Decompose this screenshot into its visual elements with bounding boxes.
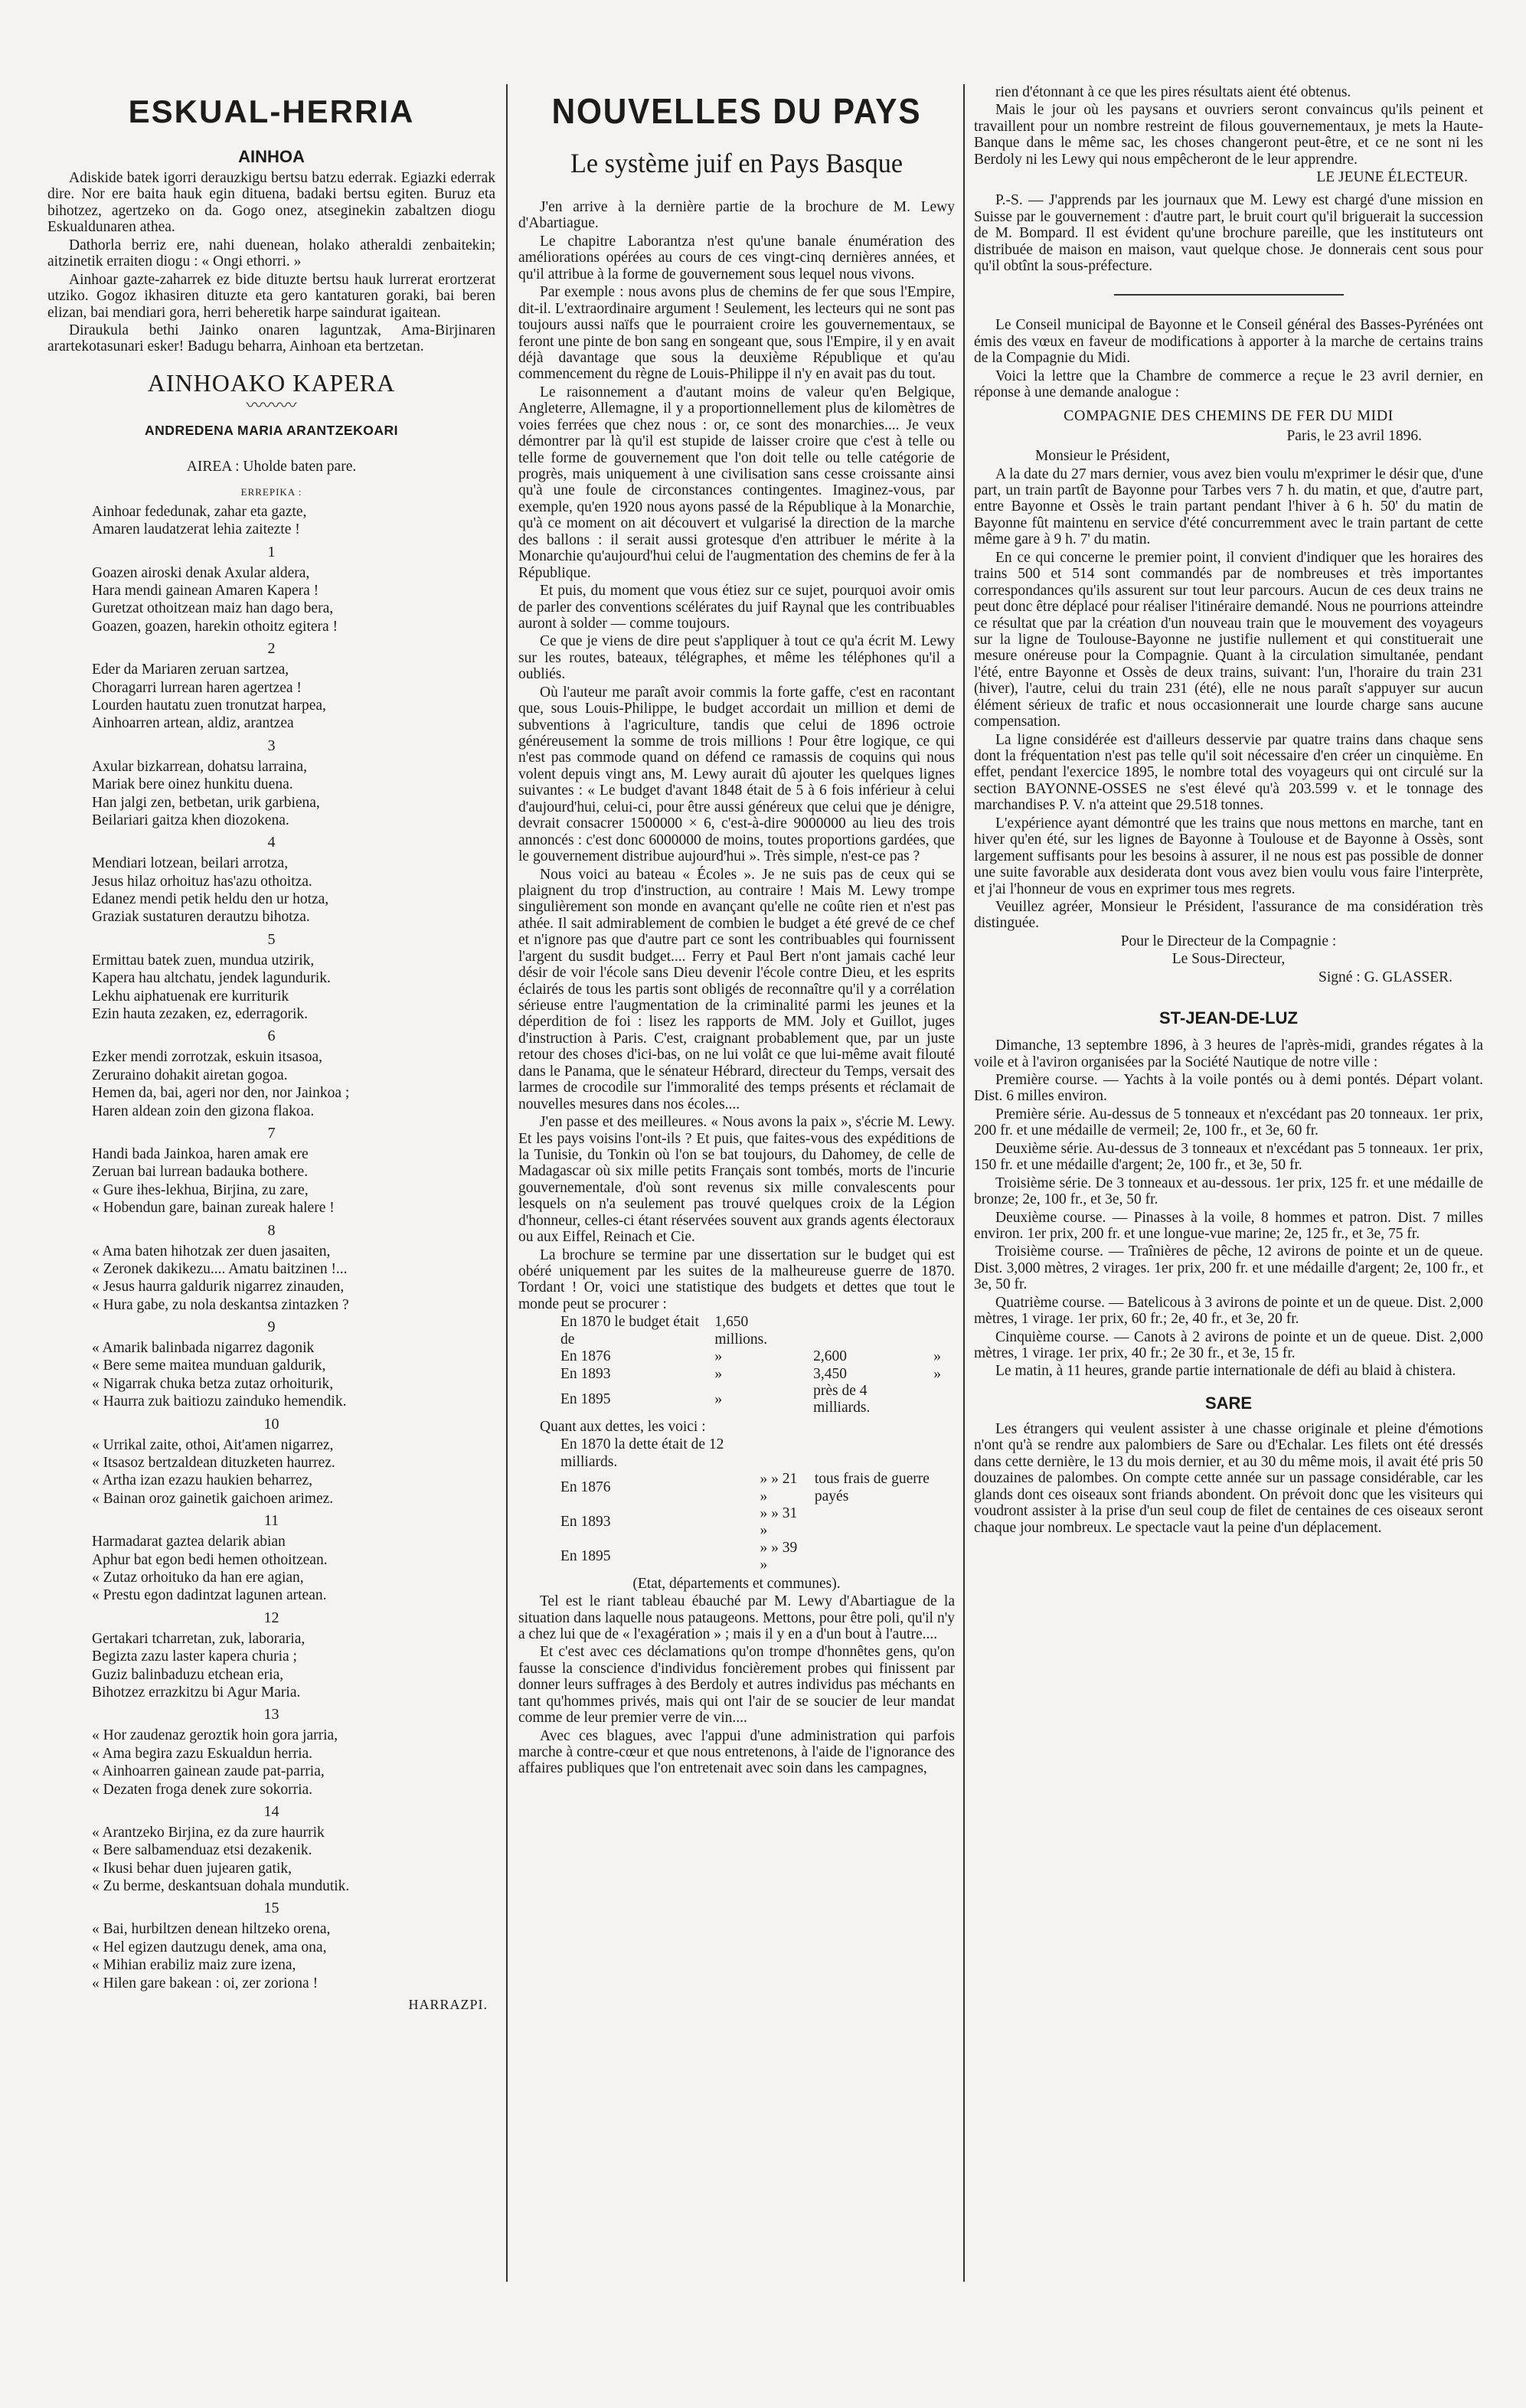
verse-line: « Zutaz orhoituko da han ere agian, xyxy=(92,1570,304,1586)
verse-line: « Amarik balinbada nigarrez dagonik xyxy=(92,1340,315,1357)
dette-table xyxy=(560,1436,955,1573)
stanza-number: 14 xyxy=(263,1802,279,1820)
poem-stanzas xyxy=(47,544,495,1992)
table-cell: » » 21 » xyxy=(760,1471,798,1505)
stanza xyxy=(47,1339,495,1411)
verse-line: Goazen, goazen, harekin othoitz egitera ! xyxy=(92,618,338,635)
article-paragraph: Où l'auteur me paraît avoir commis la forte gaffe, c'est en racontant que, sous Louis-Philippe, le budget accordait un million et demi de subventions à l'agriculture, tandis que celui de 1896 octroie généreusement la somme de trois millions ! Pour être logique, ce qui n'est pas commode quand on défend ce ramassis de coquins qui nous volent depuis vingt ans, M. Lewy aurait dû ajouter les quelques lignes suivantes : « Le budget d'avant 1848 était de 5 à 6 fois inférieur à celui d'aujourd'hui, celui-ci, pour être aussi généreux que celui que je dénigre, devrait consacrer 1500000 × 6, c'est-à-dire 9000000 au lieu des trois annoncés : c'est donc 6000000 de moins, toutes proportions gardées, que le gouvernement distribue aujourd'hui ». Très simple, n'est-ce pas ? xyxy=(518,684,955,865)
article-paragraph: Nous voici au bateau « Écoles ». Je ne suis pas de ceux qui se plaignent du trop d'instruction, au contraire ! Mais M. Lewy trompe singulièrement son monde en avançant qu'elle ne coûte rien et n'est pas athée. Il sait admirablement de combien le budget a été grevé de ce chef et n'ignore pas que d'autre part ce sont les contribuables qui fournissent l'argent du susdit budget.... Ferry et Paul Bert n'ont jamais caché leur désir de voir l'école sans Dieu devenir l'école contre Dieu, et les esprits éclairés de tous les partis sont obligés de reconnaître qu'il y a corrélation sérieuse entre l'augmentation de la criminalité parmi les jeunes et la déperdition de foi : lisez les rapports de MM. Joly et Guillot, juges d'instruction à Paris. C'est, craignant probablement que, par un juste retour des choses d'ici-bas, on ne lui volât ce que lui-même avait filouté dans le Panama, que le sénateur Hébrard, directeur du Temps, versait des larmes de crocodile sur l'immoralité des temps présents et réclamait de nouvelles mesures dans nos écoles.... xyxy=(518,866,955,1113)
letter-dateline: Paris, le 23 avril 1896. xyxy=(1286,427,1422,444)
table-cell: 1,650 millions. xyxy=(714,1314,768,1348)
stanza-number: 15 xyxy=(263,1900,279,1917)
stanza-number: 2 xyxy=(267,640,276,658)
stanza xyxy=(47,1436,495,1508)
table-row xyxy=(560,1383,955,1417)
table-cell: » xyxy=(714,1365,723,1382)
table-cell: 3,450 xyxy=(813,1365,848,1382)
verse-line: Lekhu aiphatuenak ere kurriturik xyxy=(92,988,289,1005)
article-paragraph: La brochure se termine par une dissertation sur le budget qui est obéré uniquement par les suites de la malheureuse guerre de 1870. Tordant ! Or, voici une statistique des budgets et dettes que tout le monde peut se procurer : xyxy=(518,1246,955,1312)
table-cell: » xyxy=(714,1348,723,1365)
verse-line: « Ama begira zazu Eskualdun herria. xyxy=(92,1745,313,1762)
letter-paragraph: Veuillez agréer, Monsieur le Président, l'assurance de ma considération très distinguée. xyxy=(974,898,1483,932)
verse-line: Haren aldean zoin den gizona flakoa. xyxy=(92,1103,315,1119)
jeune-electeur-signature: LE JEUNE ÉLECTEUR. xyxy=(1316,169,1468,186)
table-cell: En 1876 xyxy=(560,1479,611,1496)
verse-line: Hemen da, bai, ageri nor den, nor Jainkoa ; xyxy=(92,1085,350,1102)
verse-line: Ainhoar fededunak, zahar eta gazte, xyxy=(92,503,307,520)
article-paragraph: rien d'étonnant à ce que les pires résultats aient été obtenus. xyxy=(995,84,1351,100)
sare-paragraph: Les étrangers qui veulent assister à une chasse originale et pleine d'émotions n'ont qu'à se rendre aux palombiers de Sare ou d'Echalar. Les filets ont été dressés dans cette dernière, le 13 du mois dernier, et au 30 du même mois, il avait été pris 50 douzaines de palombes. On compte cette année sur un passage considérable, car les glands dont ces oiseaux sont friands abondent. On prévoit donc que les visiteurs qui voudront assister à la prise d'un seul coup de filet de centaines de ces oiseaux seront chaque jour nombreux. Le spectacle vaut la peine d'un déplacement. xyxy=(974,1420,1483,1536)
stanza xyxy=(47,758,495,830)
post-scriptum: P.-S. — J'apprends par les journaux que M. Lewy est chargé d'une mission en Suisse par le gouvernement : d'autre part, le bruit court qu'il briguerait la succession de M. Bompard. Il est évident qu'une brochure pareille, que les instituteurs ont distribuée de maison en maison, vaut quelque chose. Je donnerais cent sous pour qu'il obtînt la sous-préfecture. xyxy=(974,192,1483,274)
regatta-paragraph: Troisième course. — Traînières de pêche, 12 avirons de pointe et un de queue. Dist. 3,000 mètres, 2 virages. 1er prix, 200 fr. et une médaille d'argent; 2e, 100 fr., et 3e, 50 fr. xyxy=(974,1243,1483,1293)
verse-line: Han jalgi zen, betbetan, urik garbiena, xyxy=(92,794,320,811)
column-right xyxy=(974,84,1483,1537)
verse-line: « Bai, hurbiltzen denean hiltzeko orena, xyxy=(92,1921,331,1938)
verse-line: Mendiari lotzean, beilari arrotza, xyxy=(92,855,289,872)
verse-line: « Urrikal zaite, othoi, Ait'amen nigarrez, xyxy=(92,1436,334,1453)
verse-line: Axular bizkarrean, dohatsu larraina, xyxy=(92,758,307,775)
stanza xyxy=(47,854,495,926)
verse-line: Eder da Mariaren zeruan sartzea, xyxy=(92,662,289,678)
ainhoa-paragraph: Dathorla berriz ere, nahi duenean, holako atheraldi zenbaitekin; aitzinetik erraiten diogu : « Ongi ethorri. » xyxy=(47,237,495,270)
letter-paragraph: La ligne considérée est d'ailleurs desservie par quatre trains dans chaque sens dont la fréquentation n'est pas telle qu'il soit nécessaire d'en créer un cinquième. En effet, pendant l'exercice 1895, le nombre total des voyageurs qui ont circulé sur la section BAYONNE-OSSES ne s'est élevé qu'à 203.599 v. et le tonnage des marchandises P. V. n'a atteint que 29.518 tonnes. xyxy=(974,731,1483,814)
verse-line: « Arantzeko Birjina, ez da zure haurrik xyxy=(92,1824,325,1841)
signature-line: Pour le Directeur de la Compagnie : xyxy=(1120,933,1337,949)
table-cell: » » 31 » xyxy=(760,1505,798,1539)
verse-line: « Prestu egon dadintzat lagunen artean. xyxy=(92,1587,327,1604)
stanza xyxy=(47,952,495,1024)
ainhoa-paragraph: Ainhoar gazte-zaharrek ez bide dituzte bertsu hauk lurrerat erortzerat utziko. Gogoz ikhasiren dituzte eta gero kantaturen goraki, bai beren elizan, bai mendiari gora, herri beheretik harpe saindurat igaitean. xyxy=(47,271,495,321)
conseil-paragraph: Le Conseil municipal de Bayonne et le Conseil général des Basses-Pyrénées ont émis des vœux en faveur de modifications à apporter à la marche de certains trains de la Compagnie du Midi. xyxy=(974,317,1483,367)
verse-line: Guretzat othoitzean maiz han dago bera, xyxy=(92,600,334,617)
verse-line: Handi bada Jainkoa, haren amak ere xyxy=(92,1145,309,1162)
article-title: Le système juif en Pays Basque xyxy=(570,148,904,178)
letter-paragraph: L'expérience ayant démontré que les trains que nous mettons en marche, tant en hiver qu'en été, sur les lignes de Bayonne à Toulouse et de Bayonne à Ossès, sont largement suffisants pour les besoins à assurer, il ne nous est pas possible de donner une suite favorable aux desiderata dont vous avez bien voulu vous faire l'interprète, et j'ai l'honneur de vous en exprimer tous mes regrets. xyxy=(974,815,1483,897)
stanza-number: 5 xyxy=(267,930,276,948)
ainhoa-paragraph: Diraukula bethi Jainko onaren laguntzak, Ama-Birjinaren arartekotasunari esker! Badugu beharra, Ainhoan eta bertzetan. xyxy=(47,322,495,355)
verse-line: « Zu berme, deskantsuan dohala mundutik. xyxy=(92,1878,350,1895)
article-paragraph: Et c'est avec ces déclamations qu'on trompe d'honnêtes gens, qu'on fausse la conscience d'individus foncièrement probes qui finissent par donner leurs suffrages à des Berdoly et autres individus pas méchants en tant qu'hommes privés, mais qui ont l'air de se soucier de leur mandat comme de leur premier verre de vin.... xyxy=(518,1644,955,1727)
airea-line: AIREA : Uholde baten pare. xyxy=(186,458,357,475)
table-row xyxy=(560,1471,955,1505)
verse-line: « Ama baten hihotzak zer duen jasaiten, xyxy=(92,1243,331,1260)
verse-line: « Ainhoarren gainean zaude pat-parria, xyxy=(92,1763,325,1780)
regatta-paragraph: Deuxième série. Au-dessus de 3 tonneaux et n'excédant pas 5 tonneaux. 1er prix, 150 fr. et une médaille d'argent; 2e, 100 fr., et 3e, 50 fr. xyxy=(974,1140,1483,1174)
regatta-paragraph: Cinquième course. — Canots à 2 avirons de pointe et un de queue. Dist. 2,000 mètres, 1 virage. 1er prix, 40 fr.; 2e 30 fr., et 3e, 15 fr. xyxy=(974,1328,1483,1361)
table-cell: » xyxy=(933,1348,941,1365)
errepika-label: ERREPIKA : xyxy=(240,485,302,498)
wavy-divider: 〰〰〰 xyxy=(246,395,297,415)
verse-line: Jesus hilaz orhoituz has'azu othoitza. xyxy=(92,873,312,890)
article-paragraph: Le chapitre Laborantza n'est qu'une banale énumération des améliorations opérées au cours de ces vingt-cinq dernières années, et qu'il attribue à la forme de gouvernement sous lequel nous vivons. xyxy=(518,233,955,283)
signature-line: Le Sous-Directeur, xyxy=(1171,951,1286,968)
table-row xyxy=(560,1540,955,1574)
verse-line: Zeruan bai lurrean badauka bothere. xyxy=(92,1164,309,1181)
table-cell xyxy=(815,1540,955,1574)
table-cell: » » 39 » xyxy=(760,1539,798,1573)
table-cell: En 1895 xyxy=(560,1548,611,1565)
article-paragraph: J'en arrive à la dernière partie de la brochure de M. Lewy d'Abartiague. xyxy=(518,199,955,232)
table-cell xyxy=(813,1314,933,1348)
column-rule-right xyxy=(963,84,965,2282)
sare-article xyxy=(974,1421,1483,1536)
stanza-number: 4 xyxy=(267,834,276,851)
table-cell: En 1870 le budget était de xyxy=(560,1314,699,1348)
stanza xyxy=(47,1630,495,1702)
dettes-note: (Etat, départements et communes). xyxy=(632,1575,841,1592)
table-cell: En 1893 xyxy=(560,1514,611,1531)
article-paragraph: Par exemple : nous avons plus de chemins de fer que sous l'Empire, dit-il. L'extraordinaire argument ! Seulement, les lecteurs qui ne sont pas toujours aussi naïfs que le pourraient croire les gouvernementaux, se feront une pinte de bon sang en songeant que, sous l'Empire, il y en avait déjà davantage que sous la deuxième République et qu'au commencement du règne de Louis-Philippe il n'y en avait pas du tout. xyxy=(518,284,955,383)
masthead-nouvelles-du-pays: NOUVELLES DU PAYS xyxy=(551,91,922,131)
verse-line: « Bere seme maitea munduan galdurik, xyxy=(92,1358,326,1374)
verse-line: « Dezaten froga denek zure sokorria. xyxy=(92,1781,313,1798)
regatta-paragraph: Première course. — Yachts à la voile pontés ou à demi pontés. Départ volant. Dist. 6 milles environ. xyxy=(974,1072,1483,1105)
verse-line: « Bainan oroz gainetik gaichoen arimez. xyxy=(92,1490,334,1507)
st-jean-article xyxy=(974,1037,1483,1380)
verse-line: « Zeronek dakikezu.... Amatu baitzinen !... xyxy=(92,1260,348,1277)
verse-line: « Gure ihes-lekhua, Birjina, zu zare, xyxy=(92,1181,309,1198)
verse-line: Gertakari tcharretan, zuk, laboraria, xyxy=(92,1630,306,1647)
verse-line: Hara mendi gainean Amaren Kapera ! xyxy=(92,582,319,599)
verse-line: « Bere salbamenduaz etsi dezakenik. xyxy=(92,1842,312,1859)
verse-line: Guziz balinbaduzu etchean eria, xyxy=(92,1666,284,1683)
article-body-end xyxy=(518,1593,955,1777)
verse-line: Goazen airoski denak Axular aldera, xyxy=(92,564,310,581)
stanza-number: 3 xyxy=(267,737,276,754)
table-cell: En 1870 la dette était de 12 milliards. xyxy=(560,1436,724,1470)
conseil-paragraphs xyxy=(974,317,1483,400)
table-row xyxy=(560,1348,955,1365)
column-middle xyxy=(518,84,955,1779)
article-paragraph: Avec ces blagues, avec l'appui d'une administration qui parfois marche à contre-cœur et que nous entretenons, à l'aide de l'ignorance des affaires publiques que l'on entretenait avec soin dans les campagnes, xyxy=(518,1727,955,1777)
verse-line: Edanez mendi petik heldu den ur hotza, xyxy=(92,891,329,908)
verse-line: « Itsasoz bertzaldean dituzketen haurrez. xyxy=(92,1455,335,1472)
table-cell xyxy=(760,1436,815,1471)
stanza-number: 12 xyxy=(263,1609,279,1626)
heading-st-jean-de-luz: ST-JEAN-DE-LUZ xyxy=(1159,1008,1298,1028)
verse-line: Aphur bat egon bedi hemen othoitzean. xyxy=(92,1551,328,1568)
budget-table xyxy=(560,1314,955,1417)
verse-line: Ermittau batek zuen, mundua utzirik, xyxy=(92,952,315,969)
verse-line: « Hura gabe, zu nola deskantsa zintazken ? xyxy=(92,1296,349,1313)
regatta-paragraph: Troisième série. De 3 tonneaux et au-dessous. 1er prix, 125 fr. et une médaille de bronze; 2e, 100 fr., et 3e, 50 fr. xyxy=(974,1175,1483,1208)
verse-line: Ezker mendi zorrotzak, eskuin itsasoa, xyxy=(92,1049,323,1066)
stanza xyxy=(47,1145,495,1217)
heading-sare: SARE xyxy=(1204,1393,1253,1413)
ainhoa-paragraph: Adiskide batek igorri derauzkigu bertsu batzu ederrak. Egiazki ederrak dire. Nor ere baita hauk egin dituena, badaki bertsu egiten. Buruz eta bihotzez, agertzeko on da. Gogo onez, atseginekin zabaltzen diogu Eskualdunaren athea. xyxy=(47,170,495,236)
table-cell: 2,600 xyxy=(813,1348,848,1365)
table-cell xyxy=(933,1383,955,1417)
regatta-paragraph: Première série. Au-dessus de 5 tonneaux et n'excédant pas 20 tonneaux. 1er prix, 200 fr. et une médaille de vermeil; 2e, 100 fr., et 3e, 60 fr. xyxy=(974,1106,1483,1139)
regatta-paragraph: Le matin, à 11 heures, grande partie internationale de défi au blaid à chistera. xyxy=(995,1363,1456,1380)
verse-line: Zeruraino dohakit airetan gogoa. xyxy=(92,1067,288,1083)
table-row xyxy=(560,1366,955,1383)
verse-line: « Nigarrak chuka betza zutaz orhoiturik, xyxy=(92,1375,334,1392)
table-cell: En 1893 xyxy=(560,1365,611,1382)
regatta-paragraph: Dimanche, 13 septembre 1896, à 3 heures de l'après-midi, grandes régates à la voile et à l'aviron organisées par la Société Nautique de notre ville : xyxy=(974,1037,1483,1070)
conseil-paragraph: Voici la lettre que la Chambre de commerce a reçue le 23 avril dernier, en réponse à une demande analogue : xyxy=(974,368,1483,401)
stanza-number: 10 xyxy=(263,1415,279,1433)
stanza-number: 8 xyxy=(267,1221,276,1239)
verse-line: Lourden hautatu zuen tronutzat harpea, xyxy=(92,697,326,714)
verse-line: « Hilen gare bakean : oi, zer zoriona ! xyxy=(92,1975,319,1991)
column-rule-left xyxy=(506,84,508,2282)
stanza-number: 11 xyxy=(263,1512,279,1530)
signature-line: Signé : G. GLASSER. xyxy=(1319,969,1452,985)
table-cell: En 1876 xyxy=(560,1348,611,1365)
letter-signature xyxy=(974,933,1483,985)
table-cell: près de 4 milliards. xyxy=(813,1383,871,1416)
table-cell: tous frais de guerre payés xyxy=(814,1471,930,1505)
article-paragraph: Tel est le riant tableau ébauché par M. Lewy d'Abartiague de la situation dans laquelle nous pataugeons. Mettons, pour être poli, qu'il n'y a chez lui que de « l'exagération » ; mais il y en a d'un bout à l'autre.... xyxy=(518,1593,955,1642)
stanza xyxy=(47,1048,495,1120)
column-left xyxy=(47,84,495,2013)
article-continuation xyxy=(974,84,1483,168)
stanza xyxy=(47,1920,495,1992)
regatta-paragraph: Quatrième course. — Batelicous à 3 avirons de pointe et un de queue. Dist. 2,000 mètres, 1 virage. 1er prix, 60 fr.; 2e, 40 fr., et 3e, 20 fr. xyxy=(974,1294,1483,1328)
letter-paragraph: En ce qui concerne le premier point, il convient d'indiquer que les horaires des trains 500 et 514 sont commandés par de nombreuses et très importantes correspondances qu'ils assurent sur tout leur parcours. Aucun de ces deux trains ne peut donc être déplacé pour réaliser l'itinéraire demandé. Nous ne pourrions atteindre ce résultat que par la création d'un nouveau train que le mouvement des voyageurs sur la ligne de Toulouse-Bayonne ne justifie nullement et qui constituerait une mesure onéreuse pour la Compagnie. Quant à la circulation simultanée, pendant l'été, entre Bayonne et Ossès de deux trains, suivant: l'un, l'horaire du train 231 (hiver), l'autre, celui du train 231 (été), elle ne nous paraît s'appuyer sur aucun élément sérieux de trafic et nous occasionnerait une lourde charge sans aucune compensation. xyxy=(974,549,1483,730)
ainhoa-article xyxy=(47,170,495,355)
dettes-intro: Quant aux dettes, les voici : xyxy=(540,1418,706,1435)
stanza xyxy=(47,1533,495,1605)
stanza xyxy=(47,1824,495,1896)
letter-paragraph: A la date du 27 mars dernier, vous avez bien voulu m'exprimer le désir que, d'une part, un train partît de Bayonne pour Tarbes vers 7 h. du matin, et que, d'autre part, entre Bayonne et Ossès le train partant pendant l'hiver à 6 h. 50' du matin de Bayonne fût maintenu en service d'été concurremment avec le train partant de cette même gare à 9 h. 7' du matin. xyxy=(974,466,1483,548)
verse-line: Choragarri lurrean haren agertzea ! xyxy=(92,679,302,696)
stanza-number: 6 xyxy=(267,1028,276,1045)
stanza xyxy=(47,564,495,636)
stanza-number: 7 xyxy=(267,1124,276,1142)
stanza xyxy=(47,1243,495,1315)
stanza-number: 13 xyxy=(263,1706,279,1724)
article-paragraph: Le raisonnement a d'autant moins de valeur qu'en Belgique, Angleterre, Allemagne, il y a proportionnellement plus de kilomètres de voies ferrées que chez nous : or, ce sont des monarchies.... Je veux démontrer par là qu'il est stupide de laisser croire que c'est à telle ou telle forme de gouvernement que l'on doit telle ou telle catégorie de progrès, mais uniquement à une civilisation sans cesse croissante ainsi qu'à une foule de circonstances contingentes. Imaginez-vous, par exemple, qu'en 1920 nous ayons passé de la République à la Monarchie, qu'à ce moment on ait découvert et vulgarisé la direction de la marche des ballons : il serait aussi grotesque d'en attribuer le mérite à la Monarchie qu'aujourd'hui celui de l'augmentation des chemins de fer à la République. xyxy=(518,384,955,581)
stanza xyxy=(47,1727,495,1799)
table-cell: » xyxy=(714,1391,723,1408)
table-cell: » xyxy=(933,1365,941,1382)
stanza xyxy=(47,661,495,733)
poem-signature: HARRAZPI. xyxy=(408,1997,488,2013)
verse-line: « Jesus haurra galdurik nigarrez zinauden, xyxy=(92,1279,345,1295)
stanza-number: 9 xyxy=(267,1318,276,1336)
verse-line: Beilariari gaitza khen diozokena. xyxy=(92,812,289,828)
table-row xyxy=(560,1436,955,1471)
verse-line: « Mihian erabiliz maiz zure izena, xyxy=(92,1957,296,1974)
verse-line: « Ikusi behar duen jujearen gatik, xyxy=(92,1860,292,1877)
heading-ainhoa: AINHOA xyxy=(238,147,305,166)
verse-line: « Hor zaudenaz geroztik hoin gora jarria, xyxy=(92,1727,338,1744)
article-paragraph: J'en passe et des meilleures. « Nous avons la paix », s'écrie M. Lewy. Et les pays voisins l'ont-ils ? Et puis, que faites-vous des expéditions de la Tunisie, du Tonkin où l'on se bat toujours, du Dahomey, de celle de Madagascar où six mille petits Français sont tombés, morts de l'incurie gouvernementale, d'où sont revenus six mille convalescents pour lesquels on n'a seulement pas trouvé quelques croix de la Légion d'honneur, celles-ci étant réservées souvent aux grands agents électoraux ou aux Eiffel, Reinach et Cie. xyxy=(518,1114,955,1246)
verse-line: « Haurra zuk baitiozu zainduko hemendik. xyxy=(92,1394,347,1410)
verse-line: « Hel egizen dautzugu denek, ama ona, xyxy=(92,1939,327,1955)
company-heading: COMPAGNIE DES CHEMINS DE FER DU MIDI xyxy=(1064,407,1394,424)
errepika-verse xyxy=(47,503,495,539)
verse-line: Ainhoarren artean, aldiz, arantzea xyxy=(92,715,294,732)
separator xyxy=(1114,294,1344,296)
verse-line: Ezin hauta zezaken, ez, ederragorik. xyxy=(92,1006,309,1023)
kapera-subtitle: ANDREDENA MARIA ARANTZEKOARI xyxy=(145,422,398,438)
table-row xyxy=(560,1505,955,1540)
article-paragraph: Mais le jour où les paysans et ouvriers seront convaincus qu'ils peinent et travaillent pour un nombre restreint de filous gouvernementaux, je mets la Haute-Banque dans le même sac, les choses changeront peut-être, et ce ne sont ni les Berdoly ni les Lewy qui nous empêcheront de le leur apprendre. xyxy=(974,102,1483,168)
table-cell xyxy=(815,1505,955,1540)
verse-line: Mariak bere oinez hunkitu duena. xyxy=(92,776,293,793)
stanza-number: 1 xyxy=(267,543,276,560)
article-body xyxy=(518,199,955,1312)
verse-line: « Artha izan ezazu haukien beharrez, xyxy=(92,1472,313,1489)
letter-body xyxy=(974,466,1483,932)
table-cell xyxy=(815,1436,955,1471)
regatta-paragraph: Deuxième course. — Pinasses à la voile, 8 hommes et patron. Dist. 7 milles environ. 1er prix, 200 fr. et une longue-vue marine; 2e, 125 fr., et 3e, 75 fr. xyxy=(974,1209,1483,1242)
verse-line: Graziak sustaturen derautzu bihotza. xyxy=(92,909,310,926)
table-cell: En 1895 xyxy=(560,1391,611,1408)
verse-line: Amaren laudatzerat lehia zaitezte ! xyxy=(92,521,300,538)
masthead-eskual-herria: ESKUAL-HERRIA xyxy=(128,93,415,129)
verse-line: Begizta zazu laster kapera churia ; xyxy=(92,1648,297,1665)
letter-salutation: Monsieur le Président, xyxy=(1035,447,1171,464)
verse-line: Harmadarat gaztea delarik abian xyxy=(92,1534,286,1550)
verse-line: Kapera hau altchatu, jendek lagundurik. xyxy=(92,970,331,987)
article-paragraph: Et puis, du moment que vous étiez sur ce sujet, pourquoi avoir omis de parler des conventions scélérates du juif Raynal que les contribuables auront à solder — comme toujours. xyxy=(518,583,955,632)
table-row xyxy=(560,1314,955,1348)
verse-line: Bihotzez errazkitzu bi Agur Maria. xyxy=(92,1684,301,1701)
verse-line: « Hobendun gare, bainan zureak halere ! xyxy=(92,1200,335,1217)
article-paragraph: Ce que je viens de dire peut s'appliquer à tout ce qu'a écrit M. Lewy sur les routes, bateaux, télégraphes, et même les téléphones qu'il a oubliés. xyxy=(518,633,955,683)
kapera-title: AINHOAKO KAPERA xyxy=(147,368,396,397)
